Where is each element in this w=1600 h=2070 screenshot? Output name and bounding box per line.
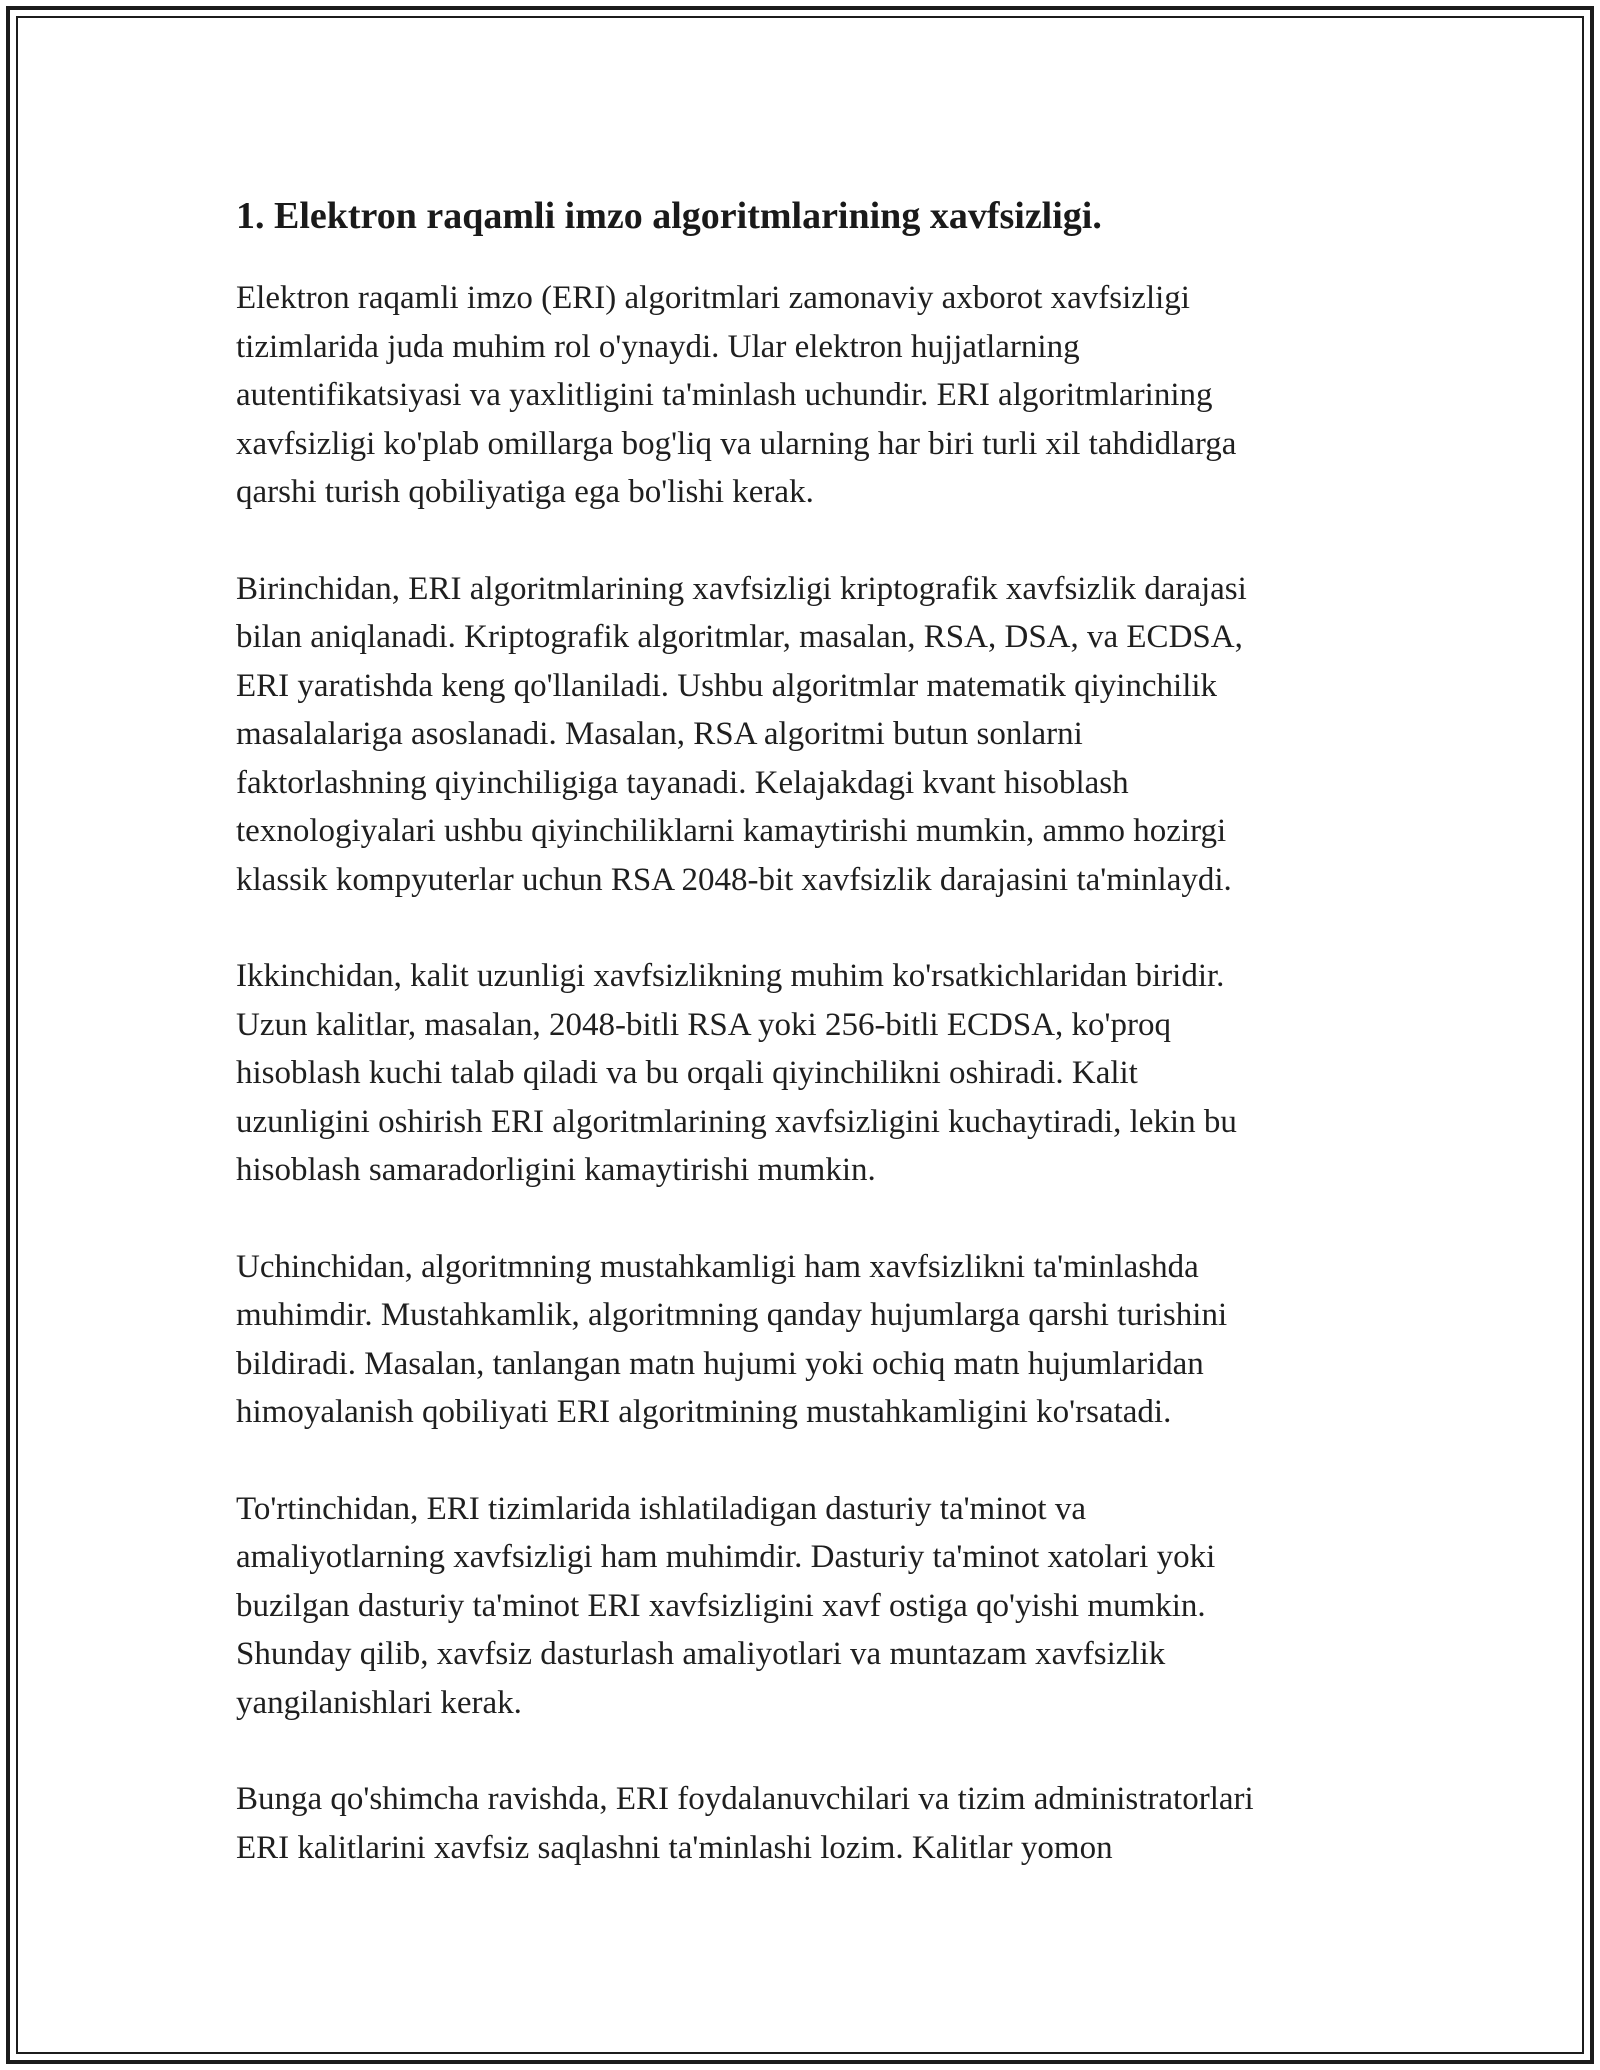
text-line: ERI kalitlarini xavfsiz saqlashni ta'minlashi lozim. Kalitlar yomon xyxy=(236,1829,1113,1866)
paragraph-third xyxy=(236,1243,1376,1437)
paragraph-second xyxy=(236,952,1376,1195)
text-line: bilan aniqlanadi. Kriptografik algoritmlar, masalan, RSA, DSA, va ECDSA, xyxy=(236,619,1243,655)
text-line: muhimdir. Mustahkamlik, algoritmning qanday hujumlarga qarshi turishini xyxy=(236,1297,1228,1333)
text-line: Ikkinchidan, kalit uzunligi xavfsizlikning muhim ko'rsatkichlaridan biridir. xyxy=(236,958,1225,994)
paragraph-additional xyxy=(236,1775,1376,1872)
text-line: qarshi turish qobiliyatiga ega bo'lishi kerak. xyxy=(236,474,814,510)
paragraph-intro xyxy=(236,274,1376,517)
text-line: Shunday qilib, xavfsiz dasturlash amaliyotlari va muntazam xavfsizlik xyxy=(236,1636,1166,1672)
section-heading: 1. Elektron raqamli imzo algoritmlarining xavfsizligi. xyxy=(236,195,1102,237)
text-line: klassik kompyuterlar uchun RSA 2048-bit xavfsizlik darajasini ta'minlaydi. xyxy=(236,861,1232,898)
text-line: Birinchidan, ERI algoritmlarining xavfsizligi kriptografik xavfsizlik darajasi xyxy=(236,570,1247,607)
text-line: Elektron raqamli imzo (ERI) algoritmlari zamonaviy axborot xavfsizligi xyxy=(236,280,1190,316)
text-line: Uzun kalitlar, masalan, 2048-bitli RSA yoki 256-bitli ECDSA, ko'proq xyxy=(236,1006,1171,1043)
text-line: ERI yaratishda keng qo'llaniladi. Ushbu algoritmlar matematik qiyinchilik xyxy=(236,667,1218,704)
text-line: himoyalanish qobiliyati ERI algoritmining mustahkamligini ko'rsatadi. xyxy=(236,1394,1172,1430)
paragraph-first xyxy=(236,565,1376,905)
text-line: masalalariga asoslanadi. Masalan, RSA algoritmi butun sonlarni xyxy=(236,716,1083,752)
text-line: yangilanishlari kerak. xyxy=(236,1684,522,1721)
text-line: Bunga qo'shimcha ravishda, ERI foydalanuvchilari va tizim administratorlari xyxy=(236,1781,1254,1817)
text-line: bildiradi. Masalan, tanlangan matn hujumi yoki ochiq matn hujumlaridan xyxy=(236,1345,1204,1382)
text-line: hisoblash kuchi talab qiladi va bu orqali qiyinchilikni oshiradi. Kalit xyxy=(236,1055,1138,1091)
text-line: texnologiyalari ushbu qiyinchiliklarni kamaytirishi mumkin, ammo hozirgi xyxy=(236,813,1227,849)
document-body xyxy=(236,190,1376,1920)
paragraph-fourth xyxy=(236,1485,1376,1728)
text-line: tizimlarida juda muhim rol o'ynaydi. Ular elektron hujjatlarning xyxy=(236,328,1080,365)
text-line: buzilgan dasturiy ta'minot ERI xavfsizligini xavf ostiga qo'yishi mumkin. xyxy=(236,1587,1206,1624)
text-line: amaliyotlarning xavfsizligi ham muhimdir. Dasturiy ta'minot xatolari yoki xyxy=(236,1539,1216,1575)
text-line: faktorlashning qiyinchiligiga tayanadi. Kelajakdagi kvant hisoblash xyxy=(236,764,1129,801)
text-line: hisoblash samaradorligini kamaytirishi mumkin. xyxy=(236,1152,876,1188)
text-line: xavfsizligi ko'plab omillarga bog'liq va ularning har biri turli xil tahdidlarga xyxy=(236,425,1237,462)
text-line: Uchinchidan, algoritmning mustahkamligi ham xavfsizlikni ta'minlashda xyxy=(236,1248,1199,1285)
text-line: To'rtinchidan, ERI tizimlarida ishlatiladigan dasturiy ta'minot va xyxy=(236,1490,1086,1527)
text-line: uzunligini oshirish ERI algoritmlarining xavfsizligini kuchaytiradi, lekin bu xyxy=(236,1103,1237,1140)
text-line: autentifikatsiyasi va yaxlitligini ta'minlash uchundir. ERI algoritmlarining xyxy=(236,377,1213,413)
